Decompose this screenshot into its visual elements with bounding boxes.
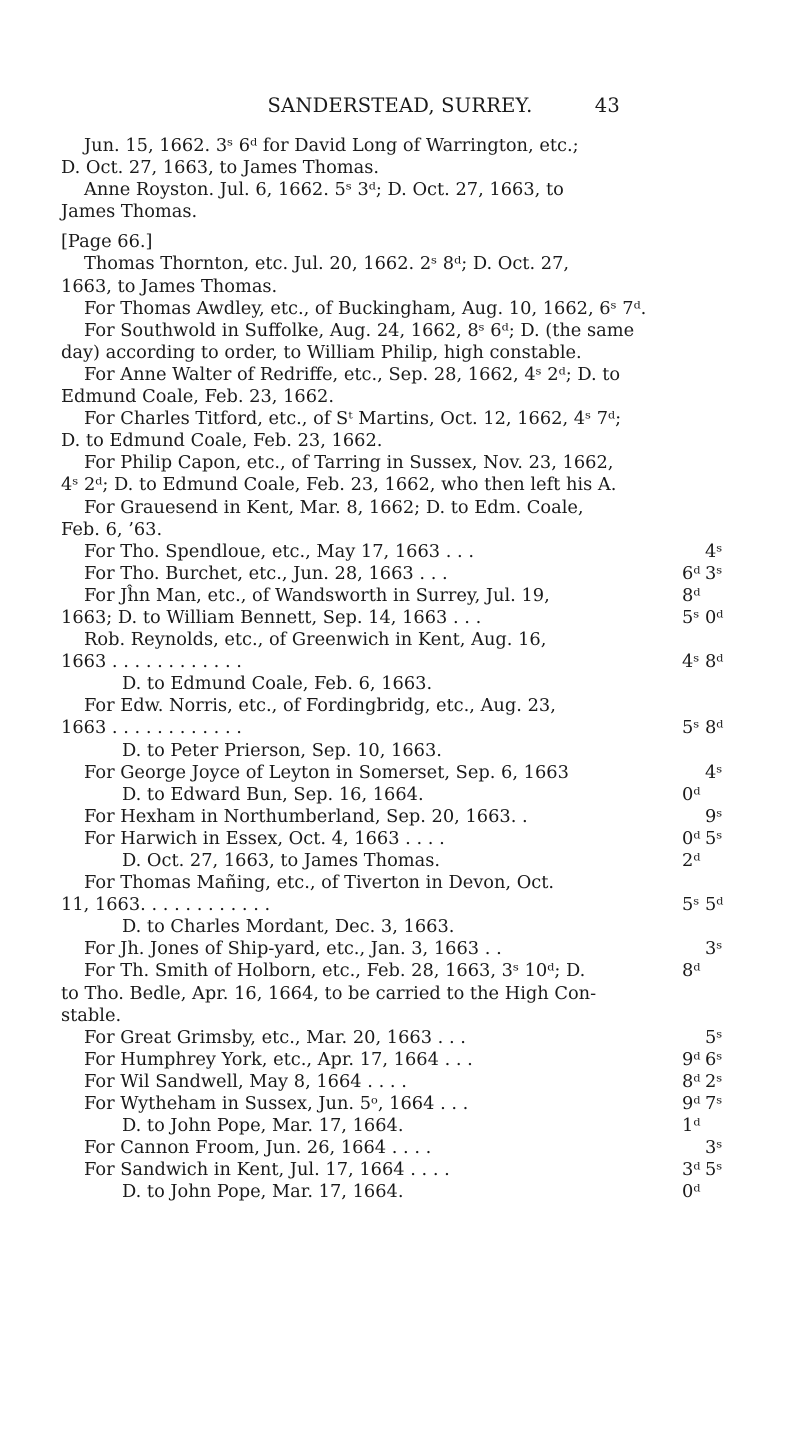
amount: 5ˢ 8ᵈ — [682, 717, 724, 739]
line-text: For Tho. Burchet, etc., Jun. 28, 1663 . . . — [84, 562, 448, 584]
amount: 3ˢ 8ᵈ — [682, 562, 723, 606]
text-line — [61, 386, 744, 408]
text-line — [61, 320, 744, 342]
text-line — [61, 408, 744, 430]
amount: 3ˢ 3ᵈ — [682, 1137, 723, 1181]
line-text: Thomas Thornton, etc. Jul. 20, 1662. 2ˢ 8ᵈ; D. Oct. 27, — [84, 253, 570, 275]
text-line — [61, 276, 744, 298]
line-text: For Tho. Spendloue, etc., May 17, 1663 . . . — [84, 540, 475, 562]
text-line — [61, 673, 744, 695]
line-text: [Page 66.] — [61, 231, 153, 253]
line-text: D. to John Pope, Mar. 17, 1664. — [122, 1115, 404, 1137]
text-line — [61, 497, 744, 519]
line-text: D. to Edmund Coale, Feb. 6, 1663. — [122, 673, 433, 695]
amount: 7ˢ 1ᵈ — [682, 1093, 723, 1137]
text-line — [61, 585, 744, 607]
text-line — [61, 1005, 744, 1027]
line-text: D. Oct. 27, 1663, to James Thomas. — [61, 157, 380, 179]
line-text: to Tho. Bedle, Apr. 16, 1664, to be carried to the High Con- — [61, 982, 597, 1004]
text-line — [61, 916, 744, 938]
line-text: For Charles Titford, etc., of Sᵗ Martins, Oct. 12, 1662, 4ˢ 7ᵈ; — [84, 408, 622, 430]
text-line — [61, 740, 744, 762]
line-text: For Great Grimsby, etc., Mar. 20, 1663 . . . — [84, 1026, 466, 1048]
line-text: For Southwold in Suffolke, Aug. 24, 1662, 8ˢ 6ᵈ; D. (the same — [84, 319, 635, 341]
line-text: 1663 . . . . . . . . . . . . — [61, 717, 242, 739]
text-line — [61, 179, 744, 201]
line-text: For Jĥn Man, etc., of Wandsworth in Surrey, Jul. 19, — [84, 584, 550, 606]
line-text: Rob. Reynolds, etc., of Greenwich in Kent, Aug. 16, — [84, 629, 547, 651]
line-text: For Humphrey York, etc., Apr. 17, 1664 . . . — [84, 1048, 473, 1070]
line-text: For Harwich in Essex, Oct. 4, 1663 . . . . — [84, 827, 445, 849]
line-text: For Philip Capon, etc., of Tarring in Sussex, Nov. 23, 1662, — [84, 452, 614, 474]
text-line — [61, 872, 744, 894]
line-text: D. to Peter Prierson, Sep. 10, 1663. — [122, 739, 442, 761]
amount: 5ˢ 5ᵈ — [682, 894, 724, 916]
line-text: For George Joyce of Leyton in Somerset, Sep. 6, 1663 — [84, 761, 569, 783]
text-line — [61, 717, 744, 739]
text-line — [61, 651, 744, 673]
text-line — [61, 784, 744, 806]
text-line — [61, 1181, 744, 1203]
amount: 2ˢ 9ᵈ — [682, 1070, 723, 1115]
text-line — [61, 342, 744, 364]
amount: 5ˢ 2ᵈ — [682, 827, 723, 871]
line-text: For Sandwich in Kent, Jul. 17, 1664 . . . . — [84, 1159, 450, 1181]
text-line — [61, 474, 744, 496]
text-line — [61, 695, 744, 717]
amount: 5ˢ 0ᵈ — [682, 1159, 723, 1203]
line-text: D. to John Pope, Mar. 17, 1664. — [122, 1181, 404, 1203]
line-text: D. to Edward Bun, Sep. 16, 1664. — [122, 783, 424, 805]
text-line — [61, 607, 744, 629]
line-text: For Th. Smith of Holborn, etc., Feb. 28, 1663, 3ˢ 10ᵈ; D. — [84, 960, 586, 982]
line-text: 1663 . . . . . . . . . . . . — [61, 651, 242, 673]
line-text: 11, 1663. . . . . . . . . . . . — [61, 894, 271, 916]
text-line — [61, 629, 744, 651]
amount: 3ˢ 8ᵈ — [682, 938, 723, 982]
line-text: Edmund Coale, Feb. 23, 1662. — [61, 386, 334, 408]
line-text: 4ˢ 2ᵈ; D. to Edmund Coale, Feb. 23, 1662, who then left his A. — [61, 474, 617, 496]
text-line — [61, 850, 744, 872]
text-line — [61, 157, 744, 179]
page-body — [61, 135, 744, 1204]
text-line — [61, 298, 744, 320]
paragraph-gap — [61, 223, 744, 231]
line-text: For Anne Walter of Redriffe, etc., Sep. 28, 1662, 4ˢ 2ᵈ; D. to — [84, 363, 621, 385]
text-line — [61, 983, 744, 1005]
amount: 5ˢ 9ᵈ — [682, 1026, 723, 1070]
line-text: D. to Charles Mordant, Dec. 3, 1663. — [122, 916, 455, 938]
amount: 4ˢ 6ᵈ — [682, 540, 723, 584]
line-text: For Edw. Norris, etc., of Fordingbridg, etc., Aug. 23, — [84, 695, 556, 717]
text-line — [61, 231, 744, 253]
line-text: For Hexham in Northumberland, Sep. 20, 1663. . — [84, 805, 528, 827]
text-line — [61, 135, 744, 157]
line-text: Jun. 15, 1662. 3ˢ 6ᵈ for David Long of Warrington, etc.; — [84, 135, 579, 156]
text-line — [61, 253, 744, 275]
amount: 6ˢ 8ᵈ — [682, 1048, 723, 1092]
line-text: James Thomas. — [61, 201, 198, 223]
line-text: For Cannon Froom, Jun. 26, 1664 . . . . — [84, 1137, 432, 1159]
page-number: 43 — [594, 94, 620, 117]
text-line — [61, 201, 744, 223]
line-text: stable. — [61, 1004, 122, 1026]
line-text: For Thomas Mañing, etc., of Tiverton in Devon, Oct. — [84, 872, 555, 894]
text-line — [61, 960, 744, 982]
amount: 9ˢ 0ᵈ — [682, 805, 723, 849]
text-line — [61, 452, 744, 474]
text-line — [61, 519, 744, 541]
line-text: 1663; D. to William Bennett, Sep. 14, 1663 . . . — [61, 606, 482, 628]
text-line — [61, 1115, 744, 1137]
line-text: For Thomas Awdley, etc., of Buckingham, Aug. 10, 1662, 6ˢ 7ᵈ. — [84, 297, 647, 319]
line-text: 1663, to James Thomas. — [61, 275, 278, 297]
running-title: SANDERSTEAD, SURREY. — [267, 94, 533, 117]
line-text: Feb. 6, ’63. — [61, 518, 163, 540]
line-text: Anne Royston. Jul. 6, 1662. 5ˢ 3ᵈ; D. Oct. 27, 1663, to — [84, 179, 564, 201]
amount: 4ˢ 0ᵈ — [682, 761, 723, 805]
line-text: D. to Edmund Coale, Feb. 23, 1662. — [61, 430, 383, 452]
line-text: For Jh. Jones of Ship-yard, etc., Jan. 3, 1663 . . — [84, 938, 502, 960]
line-text: D. Oct. 27, 1663, to James Thomas. — [122, 850, 441, 871]
line-text: For Wytheham in Sussex, Jun. 5ᵒ, 1664 . . . — [84, 1093, 469, 1115]
amount: 5ˢ 0ᵈ — [682, 606, 724, 628]
amount: 4ˢ 8ᵈ — [682, 651, 724, 673]
line-text: For Wil Sandwell, May 8, 1664 . . . . — [84, 1070, 407, 1092]
text-line — [61, 364, 744, 386]
running-header — [0, 94, 800, 124]
text-line — [61, 894, 744, 916]
line-text: For Grauesend in Kent, Mar. 8, 1662; D. to Edm. Coale, — [84, 496, 584, 518]
line-text: day) according to order, to William Philip, high constable. — [61, 341, 582, 363]
text-line — [61, 430, 744, 452]
